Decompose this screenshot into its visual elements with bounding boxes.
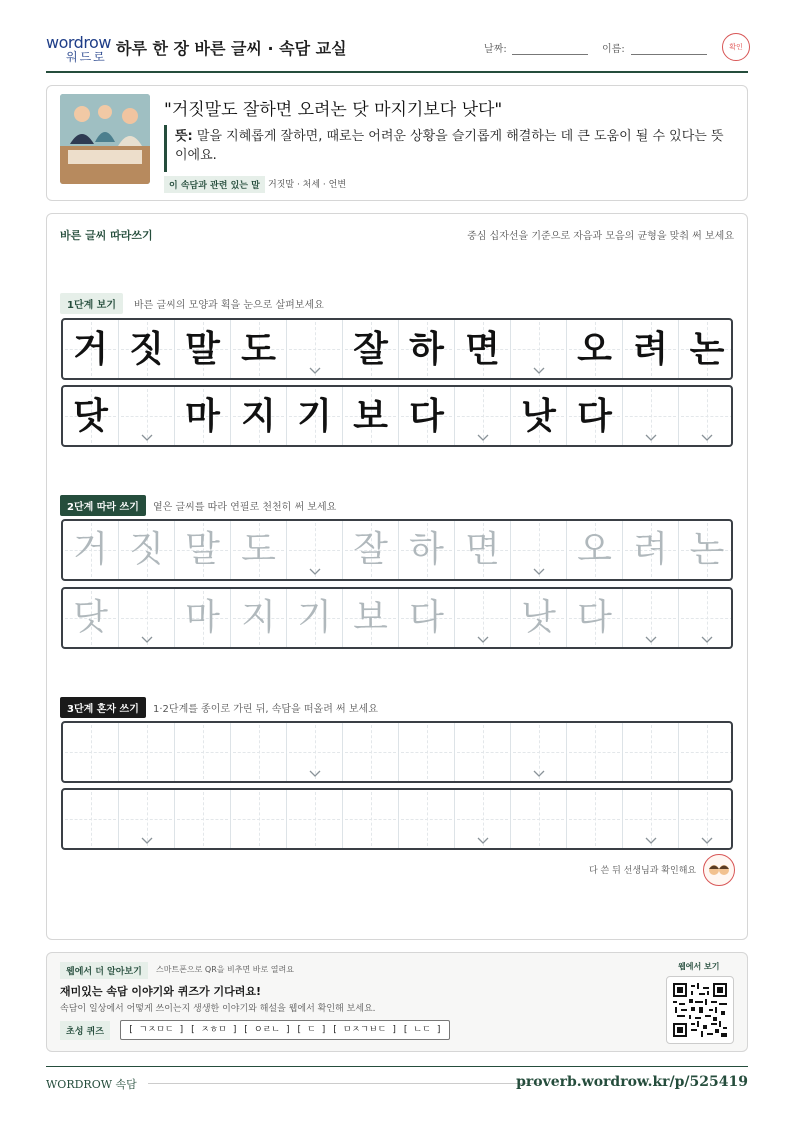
space-mark-icon <box>701 837 713 844</box>
writing-row[interactable] <box>61 587 733 649</box>
writing-cell <box>567 320 623 378</box>
writing-cell[interactable] <box>679 521 733 579</box>
step3-badge: 3단계 혼자 쓰기 <box>60 697 146 718</box>
syllable-char: 도 <box>241 328 276 370</box>
writing-cell <box>175 320 231 378</box>
chosung-quiz: [ ㄱㅈㅁㄷ ] [ ㅈㅎㅁ ] [ ㅇㄹㄴ ] [ ㄷ ] [ ㅁㅈㄱㅂㄷ ] [ ㄴㄷ ] <box>120 1020 450 1040</box>
syllable-char: 오 <box>577 529 612 570</box>
writing-row[interactable] <box>61 788 733 850</box>
office-scene-illustration <box>60 94 150 184</box>
writing-cell <box>511 387 567 445</box>
space-mark-icon <box>477 636 489 643</box>
syllable-char: 보 <box>353 395 388 437</box>
space-mark-icon <box>533 568 545 575</box>
writing-cell[interactable] <box>567 521 623 579</box>
writing-cell[interactable] <box>175 589 231 647</box>
syllable-char: 다 <box>577 597 612 638</box>
web-badge: 웹에서 더 알아보기 <box>60 962 148 979</box>
syllable-char: 다 <box>577 395 612 437</box>
syllable-char: 낫 <box>521 597 556 638</box>
writing-cell[interactable] <box>623 790 679 848</box>
writing-cell <box>231 320 287 378</box>
date-label: 날짜: <box>484 44 507 55</box>
writing-cell[interactable] <box>679 790 733 848</box>
footer-divider <box>46 1066 748 1067</box>
syllable-char: 낫 <box>521 395 556 437</box>
practice-note: 중심 십자선을 기준으로 자음과 모음의 균형을 맞춰 써 보세요 <box>467 231 734 242</box>
stamp-text: 확인 <box>729 43 743 51</box>
writing-cell <box>623 387 679 445</box>
footer-line <box>148 1083 541 1084</box>
name-field[interactable] <box>631 54 707 55</box>
writing-row <box>61 318 733 380</box>
space-mark-icon <box>533 770 545 777</box>
space-mark-icon <box>477 434 489 441</box>
syllable-char: 마 <box>185 597 220 638</box>
syllable-char: 지 <box>241 395 276 437</box>
writing-cell[interactable] <box>623 589 679 647</box>
writing-cell[interactable] <box>399 790 455 848</box>
writing-cell <box>455 320 511 378</box>
writing-cell[interactable] <box>231 521 287 579</box>
syllable-char: 기 <box>297 395 332 437</box>
syllable-char: 다 <box>409 395 444 437</box>
writing-cell[interactable] <box>119 589 175 647</box>
writing-cell[interactable] <box>343 521 399 579</box>
space-mark-icon <box>645 434 657 441</box>
related-words: 거짓말 · 처세 · 언변 <box>268 180 347 190</box>
writing-cell <box>343 387 399 445</box>
syllable-char: 하 <box>409 328 444 370</box>
wordrow-logo <box>46 33 111 64</box>
writing-cell[interactable] <box>679 723 733 781</box>
writing-cell[interactable] <box>455 521 511 579</box>
writing-cell <box>119 387 175 445</box>
writing-cell[interactable] <box>175 723 231 781</box>
syllable-char: 기 <box>297 597 332 638</box>
space-mark-icon <box>309 568 321 575</box>
syllable-char: 논 <box>689 328 725 370</box>
proverb-illustration <box>60 94 150 184</box>
writing-cell[interactable] <box>231 589 287 647</box>
writing-cell[interactable] <box>63 723 119 781</box>
syllable-char: 마 <box>185 395 220 437</box>
writing-cell[interactable] <box>567 589 623 647</box>
syllable-char: 잘 <box>353 328 388 370</box>
writing-row[interactable] <box>61 519 733 581</box>
space-mark-icon <box>645 636 657 643</box>
writing-cell <box>511 320 567 378</box>
writing-cell[interactable] <box>623 723 679 781</box>
web-title: 재미있는 속담 이야기와 퀴즈가 기다려요! <box>60 985 261 998</box>
writing-cell <box>623 320 679 378</box>
related-label: 이 속담과 관련 있는 말 <box>164 176 265 193</box>
writing-cell[interactable] <box>63 790 119 848</box>
syllable-char: 잘 <box>353 529 388 570</box>
practice-title: 바른 글씨 따라쓰기 <box>60 229 153 242</box>
writing-cell[interactable] <box>399 723 455 781</box>
syllable-char: 닷 <box>73 597 108 638</box>
writing-cell <box>399 320 455 378</box>
writing-cell[interactable] <box>231 723 287 781</box>
writing-cell[interactable] <box>343 589 399 647</box>
space-mark-icon <box>645 837 657 844</box>
syllable-char: 보 <box>353 597 388 638</box>
kids-face-icon <box>708 862 730 878</box>
page-title: 하루 한 장 바른 글씨 · 속담 교실 <box>116 39 347 58</box>
writing-cell[interactable] <box>679 589 733 647</box>
writing-cell[interactable] <box>623 521 679 579</box>
writing-cell <box>231 387 287 445</box>
writing-cell[interactable] <box>511 521 567 579</box>
writing-cell <box>455 387 511 445</box>
space-mark-icon <box>477 837 489 844</box>
syllable-char: 면 <box>465 328 500 370</box>
meaning-text: 말을 지혜롭게 잘하면, 때로는 어려운 상황을 슬기롭게 해결하는 데 큰 도움이 될 수 있다는 뜻이에요. <box>175 129 724 163</box>
space-mark-icon <box>141 837 153 844</box>
writing-cell[interactable] <box>119 790 175 848</box>
writing-cell <box>679 320 733 378</box>
syllable-char: 려 <box>633 529 668 570</box>
writing-cell[interactable] <box>343 790 399 848</box>
space-mark-icon <box>701 636 713 643</box>
logo-sub: 워드로 <box>66 50 107 64</box>
writing-cell[interactable] <box>399 521 455 579</box>
teacher-stamp <box>703 854 735 886</box>
step1-badge: 1단계 보기 <box>60 293 123 314</box>
syllable-char: 하 <box>409 529 444 570</box>
writing-cell[interactable] <box>511 790 567 848</box>
syllable-char: 닷 <box>73 395 108 437</box>
writing-cell[interactable] <box>63 521 119 579</box>
footer-brand: WORDROW 속담 <box>46 1078 137 1091</box>
writing-cell <box>287 320 343 378</box>
syllable-char: 도 <box>241 529 276 570</box>
syllable-char: 지 <box>241 597 276 638</box>
writing-cell[interactable] <box>455 589 511 647</box>
writing-cell[interactable] <box>399 589 455 647</box>
writing-cell[interactable] <box>455 723 511 781</box>
confirm-stamp <box>722 33 750 61</box>
space-mark-icon <box>309 770 321 777</box>
writing-cell[interactable] <box>287 589 343 647</box>
logo-word: wordrow <box>46 33 111 52</box>
step1-desc: 바른 글씨의 모양과 획을 눈으로 살펴보세요 <box>134 300 324 311</box>
writing-cell <box>343 320 399 378</box>
quiz-label: 초성 퀴즈 <box>60 1021 110 1040</box>
writing-cell <box>119 320 175 378</box>
web-sub: 속담이 일상에서 어떻게 쓰이는지 생생한 이야기와 해설을 웹에서 확인해 보세요. <box>60 1004 376 1014</box>
space-mark-icon <box>309 367 321 374</box>
writing-cell[interactable] <box>231 790 287 848</box>
footer-url[interactable]: proverb.wordrow.kr/p/525419 <box>516 1074 748 1090</box>
syllable-char: 거 <box>73 328 108 370</box>
writing-cell[interactable] <box>287 723 343 781</box>
writing-row[interactable] <box>61 721 733 783</box>
writing-cell <box>63 387 119 445</box>
date-field[interactable] <box>512 54 588 55</box>
web-desc: 스마트폰으로 QR을 비추면 바로 열려요 <box>156 965 294 974</box>
writing-cell[interactable] <box>455 790 511 848</box>
writing-cell <box>567 387 623 445</box>
writing-cell[interactable] <box>119 521 175 579</box>
writing-row <box>61 385 733 447</box>
writing-cell[interactable] <box>175 790 231 848</box>
syllable-char: 짓 <box>129 529 164 570</box>
qr-code-icon[interactable] <box>673 983 727 1037</box>
writing-cell <box>679 387 733 445</box>
check-text: 다 쓴 뒤 선생님과 확인해요 <box>589 866 697 876</box>
writing-cell <box>287 387 343 445</box>
header-divider <box>46 71 748 73</box>
proverb-title: "거짓말도 잘하면 오려논 닷 마지기보다 낫다" <box>164 100 503 120</box>
step3-desc: 1·2단계를 종이로 가린 뒤, 속담을 떠올려 써 보세요 <box>153 704 378 715</box>
space-mark-icon <box>141 434 153 441</box>
writing-cell[interactable] <box>287 790 343 848</box>
space-mark-icon <box>701 434 713 441</box>
writing-cell[interactable] <box>175 521 231 579</box>
syllable-char: 짓 <box>129 328 164 370</box>
writing-cell[interactable] <box>511 589 567 647</box>
writing-cell[interactable] <box>63 589 119 647</box>
name-label: 이름: <box>602 44 625 55</box>
writing-cell[interactable] <box>567 723 623 781</box>
syllable-char: 논 <box>689 529 725 570</box>
space-mark-icon <box>533 367 545 374</box>
step2-desc: 옅은 글씨를 따라 연필로 천천히 써 보세요 <box>153 502 337 513</box>
writing-cell <box>399 387 455 445</box>
syllable-char: 려 <box>633 328 668 370</box>
syllable-char: 다 <box>409 597 444 638</box>
syllable-char: 말 <box>185 529 220 570</box>
writing-cell <box>175 387 231 445</box>
writing-cell <box>63 320 119 378</box>
syllable-char: 거 <box>73 529 108 570</box>
meaning-label: 뜻: <box>175 129 193 144</box>
proverb-meaning <box>175 127 735 165</box>
qr-label: 웹에서 보기 <box>678 962 720 971</box>
writing-cell[interactable] <box>119 723 175 781</box>
writing-cell[interactable] <box>511 723 567 781</box>
space-mark-icon <box>141 636 153 643</box>
syllable-char: 오 <box>577 328 612 370</box>
writing-cell[interactable] <box>343 723 399 781</box>
meaning-accent-bar <box>164 125 167 172</box>
writing-cell[interactable] <box>567 790 623 848</box>
syllable-char: 말 <box>185 328 220 370</box>
writing-cell[interactable] <box>287 521 343 579</box>
syllable-char: 면 <box>465 529 500 570</box>
step2-badge: 2단계 따라 쓰기 <box>60 495 146 516</box>
